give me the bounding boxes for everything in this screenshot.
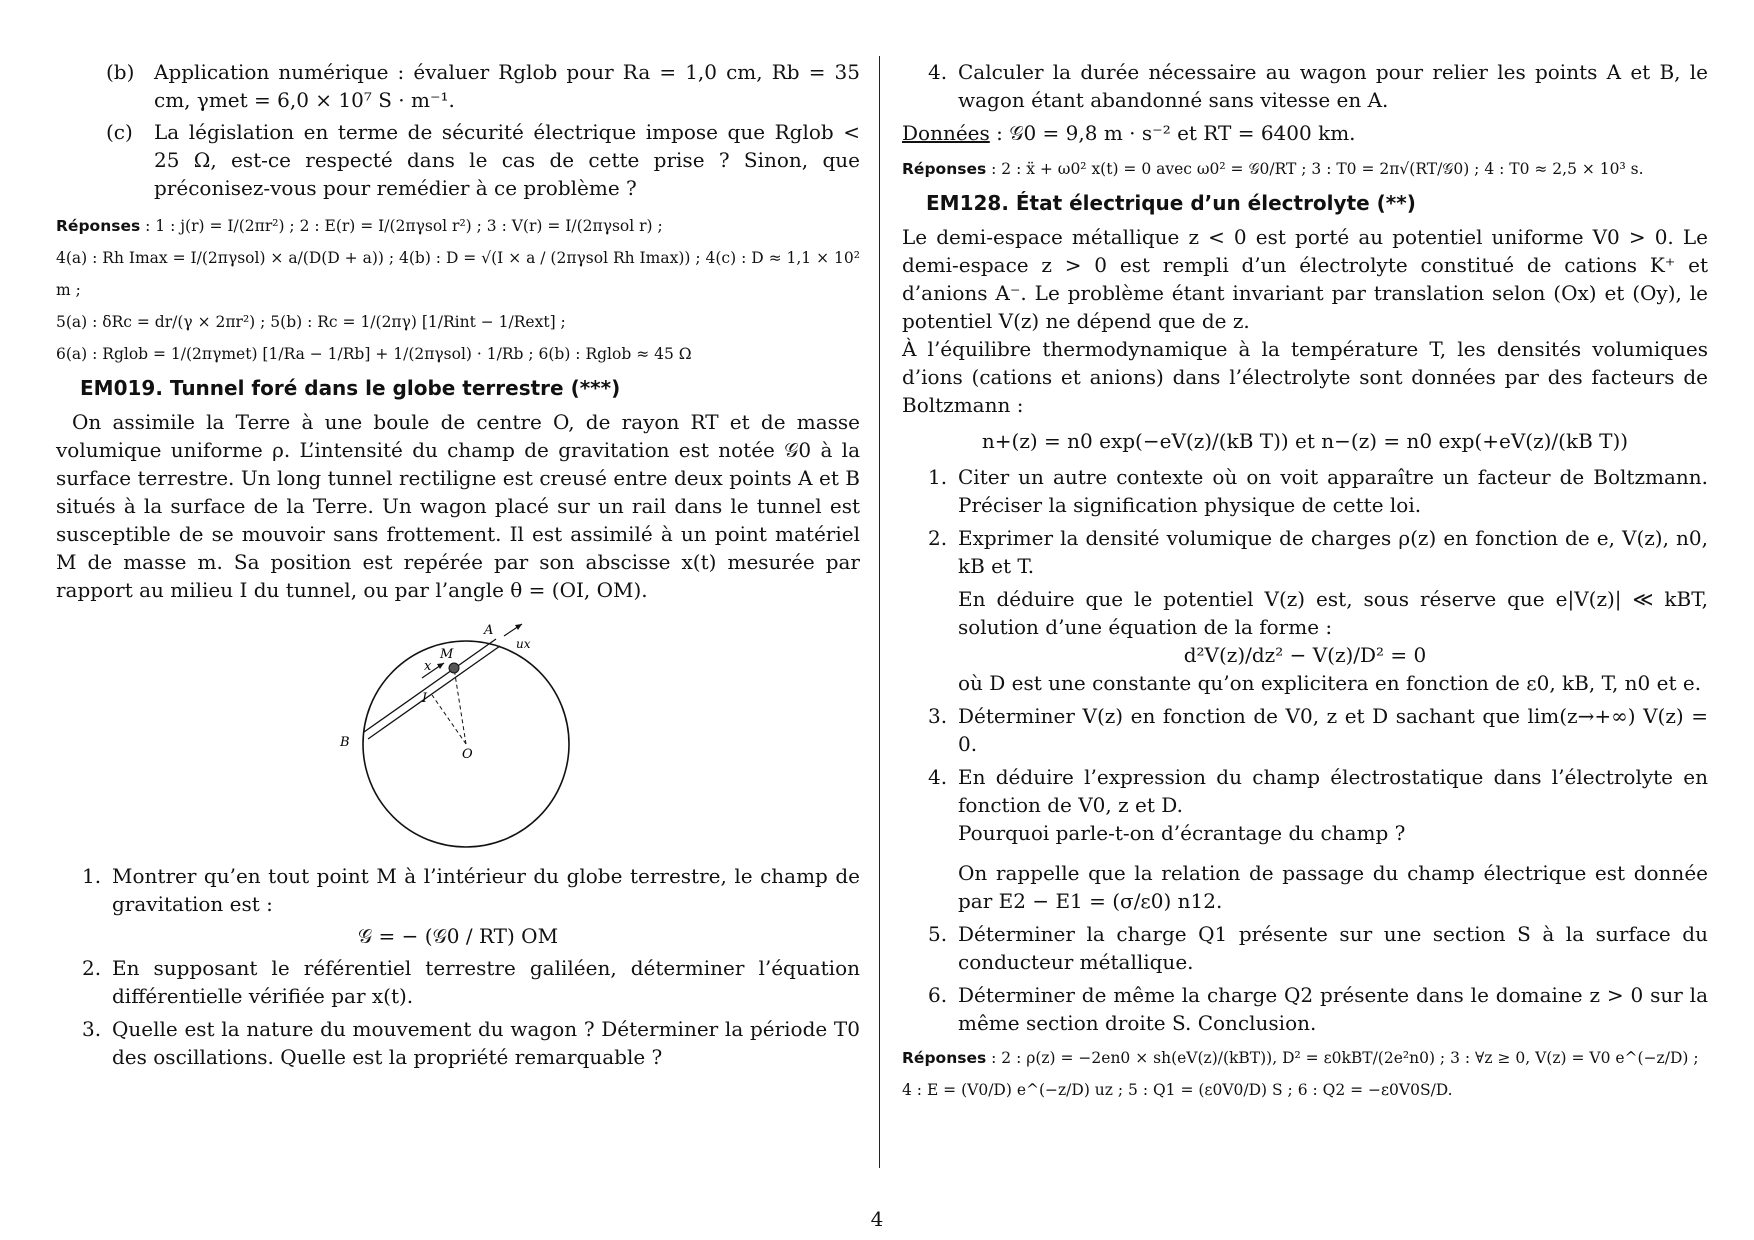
item-text: En déduire que le potentiel V(z) est, sous réserve que e|V(z)| ≪ kBT, solution d’une équation de la forme : bbox=[958, 587, 1708, 639]
answers-block-2 bbox=[902, 153, 1708, 185]
answers-line: 6(a) : Rglob = 1/(2πγmet) [1/Ra − 1/Rb] + 1/(2πγsol) · 1/Rb ; 6(b) : Rglob ≈ 45 Ω bbox=[56, 345, 692, 363]
line-oi bbox=[432, 695, 466, 744]
question-2 bbox=[56, 954, 860, 1010]
item-text: Déterminer V(z) en fonction de V0, z et D sachant que lim(z→+∞) V(z) = 0. bbox=[958, 704, 1708, 756]
item-text: On rappelle que la relation de passage du champ électrique est donnée par E2 − E1 = (σ/ε0) n12. bbox=[958, 861, 1708, 913]
label-x: x bbox=[424, 659, 432, 674]
diff-equation: d²V(z)/dz² − V(z)/D² = 0 bbox=[1183, 643, 1427, 667]
item-text: Déterminer de même la charge Q2 présente dans le domaine z > 0 sur la même section droite S. Conclusion. bbox=[958, 983, 1708, 1035]
boltzmann-equation: n+(z) = n0 exp(−eV(z)/(kB T)) et n−(z) = n0 exp(+eV(z)/(kB T)) bbox=[981, 429, 1629, 453]
answers-line: 5(a) : δRc = dr/(γ × 2πr²) ; 5(b) : Rc = 1/(2πγ) [1/Rint − 1/Rext] ; bbox=[56, 313, 566, 331]
item-label: 1. bbox=[928, 465, 948, 489]
answers-line: 4 : E = (V0/D) e^(−z/D) uz ; 5 : Q1 = (ε0V0/D) S ; 6 : Q2 = −ε0V0S/D. bbox=[902, 1081, 1453, 1099]
answers-label: Réponses bbox=[902, 1049, 987, 1067]
item-text: Exprimer la densité volumique de charges ρ(z) en fonction de e, V(z), n0, kB et T. bbox=[958, 526, 1708, 578]
answers-line: 4(a) : Rh Imax = I/(2πγsol) × a/(D(D + a)) ; 4(b) : D = √(I × a / (2πγsol Rh Imax)) ; 4(c) : D ≈ 1,1 × 10² m ; bbox=[56, 249, 860, 299]
tunnel-wall-2 bbox=[368, 646, 500, 739]
label-b: B bbox=[340, 735, 350, 750]
q2-text: En supposant le référentiel terrestre galiléen, déterminer l’équation différentielle vérifiée par x(t). bbox=[112, 956, 860, 1008]
list-item bbox=[902, 763, 1708, 819]
list-item bbox=[902, 859, 1708, 915]
page-number: 4 bbox=[870, 1207, 884, 1231]
item-label: 2. bbox=[928, 526, 948, 550]
column-divider bbox=[879, 56, 880, 1168]
q3-label: 3. bbox=[82, 1017, 102, 1041]
item-c-text: La législation en terme de sécurité électrique impose que Rglob < 25 Ω, est-ce respecté dans le cas de cette prise ? Sinon, que préconisez-vous pour remédier à ce problème ? bbox=[154, 120, 860, 200]
question-3 bbox=[56, 1015, 860, 1071]
x-arrow-head bbox=[437, 663, 444, 669]
item-text: où D est une constante qu’on explicitera en fonction de ε0, kB, T, n0 et e. bbox=[958, 671, 1702, 695]
list-item bbox=[902, 920, 1708, 976]
item-b bbox=[56, 58, 860, 114]
q4-text: Calculer la durée nécessaire au wagon pour relier les points A et B, le wagon étant abandonné sans vitesse en A. bbox=[958, 60, 1708, 112]
q4-label: 4. bbox=[928, 60, 948, 84]
ux-arrow-head bbox=[515, 624, 522, 630]
item-label: 6. bbox=[928, 983, 948, 1007]
q1-text: Montrer qu’en tout point M à l’intérieur du globe terrestre, le champ de gravitation est : bbox=[112, 864, 860, 916]
list-item bbox=[902, 585, 1708, 641]
donnees-label: Données bbox=[902, 121, 990, 145]
left-column bbox=[56, 58, 860, 1076]
section-title-em128: EM128. État électrique d’un électrolyte (**) bbox=[926, 191, 1416, 215]
tunnel-figure bbox=[318, 614, 588, 854]
answers-text: : 2 : ρ(z) = −2en0 × sh(eV(z)/(kBT)), D² = ε0kBT/(2e²n0) ; 3 : ∀z ≥ 0, V(z) = V0 e^(−z/D) ; bbox=[986, 1049, 1699, 1067]
label-ux: ux bbox=[516, 637, 531, 651]
donnees-text: : 𝒢0 = 9,8 m · s⁻² et RT = 6400 km. bbox=[989, 121, 1356, 145]
item-text: Pourquoi parle-t-on d’écrantage du champ ? bbox=[958, 821, 1406, 845]
q2-label: 2. bbox=[82, 956, 102, 980]
answers-label: Réponses bbox=[902, 160, 987, 178]
list-item bbox=[902, 669, 1708, 697]
item-label: 5. bbox=[928, 922, 948, 946]
item-text: Citer un autre contexte où on voit apparaître un facteur de Boltzmann. Préciser la signification physique de cette loi. bbox=[958, 465, 1708, 517]
q1-label: 1. bbox=[82, 864, 102, 888]
label-a: A bbox=[484, 623, 494, 638]
label-m: M bbox=[440, 647, 454, 662]
item-c bbox=[56, 118, 860, 202]
item-text: En déduire l’expression du champ électrostatique dans l’électrolyte en fonction de V0, z et D. bbox=[958, 765, 1708, 817]
wagon-point bbox=[449, 663, 459, 673]
item-b-text: Application numérique : évaluer Rglob pour Ra = 1,0 cm, Rb = 35 cm, γmet = 6,0 × 10⁷ S · m⁻¹. bbox=[154, 60, 860, 112]
intro-em128-1: Le demi-espace métallique z < 0 est porté au potentiel uniforme V0 > 0. Le demi-espace z > 0 est rempli d’un électrolyte constitué de cations K⁺ et d’anions A⁻. Le problème étant invariant par translation selon (Ox) et (Oy), le potentiel V(z) ne dépend que de z. bbox=[902, 225, 1708, 333]
item-b-label: (b) bbox=[106, 60, 135, 84]
question-1 bbox=[56, 862, 860, 918]
label-i: I bbox=[422, 691, 428, 706]
list-item bbox=[902, 524, 1708, 580]
list-item bbox=[902, 463, 1708, 519]
question-4 bbox=[902, 58, 1708, 114]
answers-block-1 bbox=[56, 210, 860, 370]
right-column bbox=[902, 58, 1708, 1106]
list-item bbox=[902, 819, 1708, 847]
q1-equation: 𝒢 = − (𝒢0 / RT) OM bbox=[357, 924, 559, 948]
item-text: Déterminer la charge Q1 présente sur une section S à la surface du conducteur métallique. bbox=[958, 922, 1708, 974]
tunnel-wall-1 bbox=[364, 639, 496, 732]
list-item bbox=[902, 702, 1708, 758]
list-item bbox=[902, 981, 1708, 1037]
item-label: 4. bbox=[928, 765, 948, 789]
donnees-line bbox=[902, 119, 1708, 147]
answers-text: : 1 : j(r) = I/(2πr²) ; 2 : E(r) = I/(2πγsol r²) ; 3 : V(r) = I/(2πγsol r) ; bbox=[145, 217, 663, 235]
line-om bbox=[454, 668, 466, 744]
answers-label: Réponses bbox=[56, 217, 141, 235]
answers-block-3 bbox=[902, 1042, 1708, 1074]
item-c-label: (c) bbox=[106, 120, 133, 144]
label-o: O bbox=[462, 747, 473, 762]
section-title-em019: EM019. Tunnel foré dans le globe terrestre (***) bbox=[80, 376, 621, 400]
intro-em019: On assimile la Terre à une boule de centre O, de rayon RT et de masse volumique uniforme ρ. L’intensité du champ de gravitation est notée 𝒢0 à la surface terrestre. Un long tunnel rectiligne est creusé entre deux points A et B situés à la surface de la Terre. Un wagon placé sur un rail dans le tunnel est susceptible de se mouvoir sans frottement. Il est assimilé à un point matériel M de masse m. Sa position est repérée par son abscisse x(t) mesurée par rapport au milieu I du tunnel, ou par l’angle θ = (OI, OM). bbox=[56, 410, 860, 602]
answers-line bbox=[56, 210, 860, 242]
item-label: 3. bbox=[928, 704, 948, 728]
q3-text: Quelle est la nature du mouvement du wagon ? Déterminer la période T0 des oscillations. Quelle est la propriété remarquable ? bbox=[112, 1017, 860, 1069]
answers-text: : 2 : ẍ + ω0² x(t) = 0 avec ω0² = 𝒢0/RT ; 3 : T0 = 2π√(RT/𝒢0) ; 4 : T0 ≈ 2,5 × 10³ s. bbox=[986, 160, 1644, 178]
intro-em128-2: À l’équilibre thermodynamique à la température T, les densités volumiques d’ions (cations et anions) dans l’électrolyte sont données par des facteurs de Boltzmann : bbox=[902, 337, 1708, 417]
